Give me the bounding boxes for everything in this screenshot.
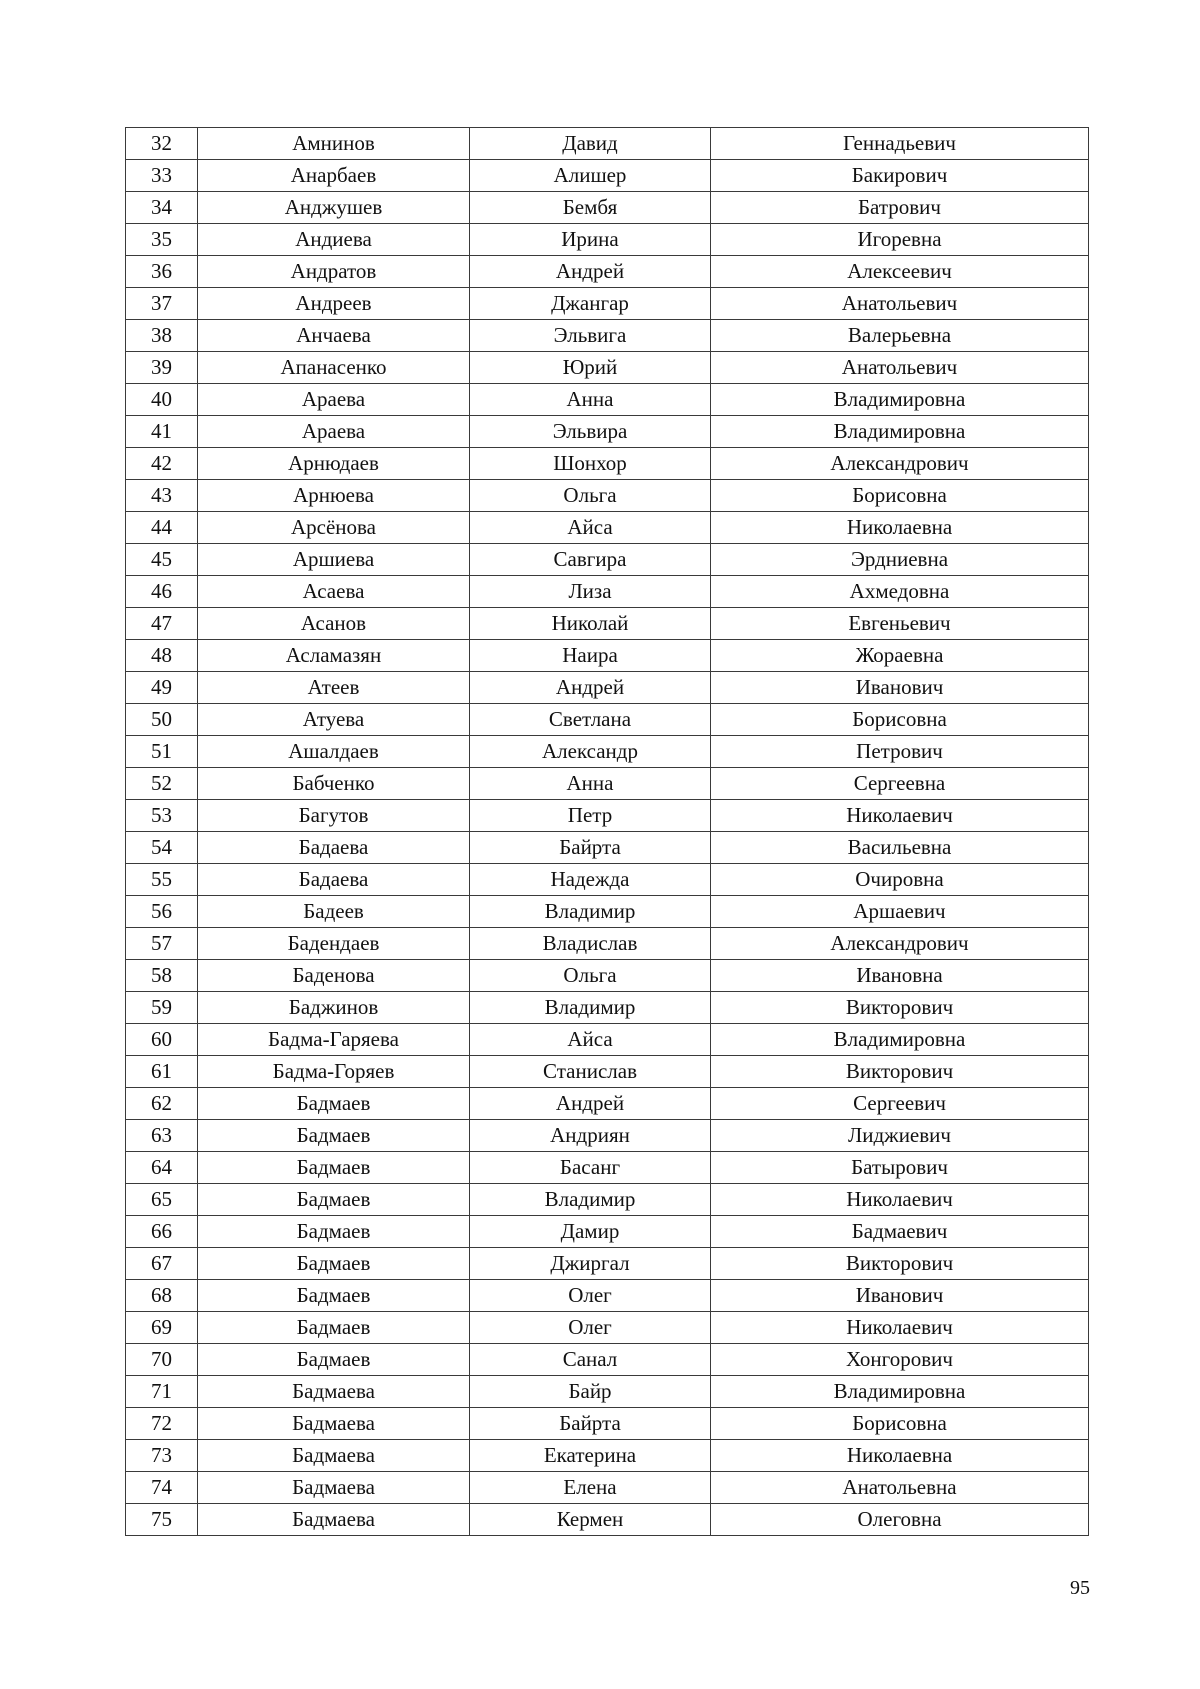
table-row: [126, 1056, 1089, 1088]
patronymic-cell: Николаевич: [711, 1184, 1089, 1216]
surname-cell: Арсёнова: [198, 512, 470, 544]
patronymic-cell: Ивановна: [711, 960, 1089, 992]
patronymic-cell: Иванович: [711, 1280, 1089, 1312]
surname-cell: Бадмаев: [198, 1152, 470, 1184]
first-name-cell: Андриян: [470, 1120, 711, 1152]
table-row: [126, 416, 1089, 448]
table-row: [126, 608, 1089, 640]
row-number-cell: 41: [126, 416, 198, 448]
first-name-cell: Олег: [470, 1280, 711, 1312]
surname-cell: Асаева: [198, 576, 470, 608]
table-row: [126, 928, 1089, 960]
row-number-cell: 61: [126, 1056, 198, 1088]
table-row: [126, 800, 1089, 832]
row-number-cell: 68: [126, 1280, 198, 1312]
surname-cell: Андиева: [198, 224, 470, 256]
table-row: [126, 192, 1089, 224]
surname-cell: Араева: [198, 384, 470, 416]
patronymic-cell: Анатольевна: [711, 1472, 1089, 1504]
table-row: [126, 1312, 1089, 1344]
first-name-cell: Давид: [470, 128, 711, 160]
table-row: [126, 1376, 1089, 1408]
surname-cell: Арнюдаев: [198, 448, 470, 480]
row-number-cell: 34: [126, 192, 198, 224]
table-row: [126, 1248, 1089, 1280]
first-name-cell: Наира: [470, 640, 711, 672]
first-name-cell: Шонхор: [470, 448, 711, 480]
surname-cell: Бадмаева: [198, 1408, 470, 1440]
row-number-cell: 47: [126, 608, 198, 640]
table-row: [126, 224, 1089, 256]
table-row: [126, 1024, 1089, 1056]
surname-cell: Бадмаева: [198, 1472, 470, 1504]
row-number-cell: 71: [126, 1376, 198, 1408]
surname-cell: Бадмаев: [198, 1344, 470, 1376]
row-number-cell: 44: [126, 512, 198, 544]
patronymic-cell: Владимировна: [711, 1024, 1089, 1056]
table-row: [126, 288, 1089, 320]
row-number-cell: 63: [126, 1120, 198, 1152]
row-number-cell: 42: [126, 448, 198, 480]
first-name-cell: Джиргал: [470, 1248, 711, 1280]
patronymic-cell: Евгеньевич: [711, 608, 1089, 640]
surname-cell: Бадаева: [198, 832, 470, 864]
row-number-cell: 46: [126, 576, 198, 608]
patronymic-cell: Сергеевна: [711, 768, 1089, 800]
patronymic-cell: Владимировна: [711, 416, 1089, 448]
names-table-body: [126, 128, 1089, 1536]
patronymic-cell: Олеговна: [711, 1504, 1089, 1536]
table-row: [126, 1216, 1089, 1248]
first-name-cell: Байр: [470, 1376, 711, 1408]
page-number: 95: [1070, 1577, 1090, 1599]
table-row: [126, 1280, 1089, 1312]
row-number-cell: 48: [126, 640, 198, 672]
patronymic-cell: Васильевна: [711, 832, 1089, 864]
first-name-cell: Эльвира: [470, 416, 711, 448]
patronymic-cell: Борисовна: [711, 480, 1089, 512]
patronymic-cell: Аршаевич: [711, 896, 1089, 928]
table-row: [126, 544, 1089, 576]
row-number-cell: 32: [126, 128, 198, 160]
row-number-cell: 66: [126, 1216, 198, 1248]
first-name-cell: Станислав: [470, 1056, 711, 1088]
first-name-cell: Олег: [470, 1312, 711, 1344]
row-number-cell: 55: [126, 864, 198, 896]
table-row: [126, 768, 1089, 800]
patronymic-cell: Николаевич: [711, 800, 1089, 832]
patronymic-cell: Владимировна: [711, 384, 1089, 416]
row-number-cell: 64: [126, 1152, 198, 1184]
patronymic-cell: Сергеевич: [711, 1088, 1089, 1120]
table-row: [126, 960, 1089, 992]
patronymic-cell: Игоревна: [711, 224, 1089, 256]
first-name-cell: Эльвига: [470, 320, 711, 352]
first-name-cell: Дамир: [470, 1216, 711, 1248]
first-name-cell: Бембя: [470, 192, 711, 224]
row-number-cell: 58: [126, 960, 198, 992]
row-number-cell: 45: [126, 544, 198, 576]
first-name-cell: Анна: [470, 768, 711, 800]
first-name-cell: Светлана: [470, 704, 711, 736]
table-row: [126, 1152, 1089, 1184]
patronymic-cell: Лиджиевич: [711, 1120, 1089, 1152]
patronymic-cell: Валерьевна: [711, 320, 1089, 352]
patronymic-cell: Жораевна: [711, 640, 1089, 672]
first-name-cell: Джангар: [470, 288, 711, 320]
surname-cell: Бадмаева: [198, 1504, 470, 1536]
first-name-cell: Екатерина: [470, 1440, 711, 1472]
patronymic-cell: Хонгорович: [711, 1344, 1089, 1376]
first-name-cell: Андрей: [470, 672, 711, 704]
table-row: [126, 1504, 1089, 1536]
patronymic-cell: Александрович: [711, 448, 1089, 480]
first-name-cell: Байрта: [470, 832, 711, 864]
table-row: [126, 896, 1089, 928]
first-name-cell: Байрта: [470, 1408, 711, 1440]
surname-cell: Бадмаев: [198, 1120, 470, 1152]
row-number-cell: 38: [126, 320, 198, 352]
patronymic-cell: Николаевич: [711, 1312, 1089, 1344]
surname-cell: Бадмаев: [198, 1184, 470, 1216]
patronymic-cell: Бакирович: [711, 160, 1089, 192]
patronymic-cell: Иванович: [711, 672, 1089, 704]
first-name-cell: Николай: [470, 608, 711, 640]
surname-cell: Бадмаев: [198, 1248, 470, 1280]
row-number-cell: 74: [126, 1472, 198, 1504]
row-number-cell: 72: [126, 1408, 198, 1440]
surname-cell: Аршиева: [198, 544, 470, 576]
table-row: [126, 992, 1089, 1024]
row-number-cell: 39: [126, 352, 198, 384]
surname-cell: Андратов: [198, 256, 470, 288]
table-row: [126, 1120, 1089, 1152]
table-row: [126, 320, 1089, 352]
patronymic-cell: Николаевна: [711, 1440, 1089, 1472]
row-number-cell: 49: [126, 672, 198, 704]
surname-cell: Андреев: [198, 288, 470, 320]
surname-cell: Анджушев: [198, 192, 470, 224]
first-name-cell: Ольга: [470, 480, 711, 512]
first-name-cell: Савгира: [470, 544, 711, 576]
patronymic-cell: Батрович: [711, 192, 1089, 224]
surname-cell: Багутов: [198, 800, 470, 832]
patronymic-cell: Бадмаевич: [711, 1216, 1089, 1248]
row-number-cell: 56: [126, 896, 198, 928]
first-name-cell: Владислав: [470, 928, 711, 960]
table-row: [126, 352, 1089, 384]
table-row: [126, 576, 1089, 608]
first-name-cell: Владимир: [470, 992, 711, 1024]
patronymic-cell: Викторович: [711, 1056, 1089, 1088]
patronymic-cell: Борисовна: [711, 704, 1089, 736]
surname-cell: Бадаева: [198, 864, 470, 896]
surname-cell: Ашалдаев: [198, 736, 470, 768]
surname-cell: Бадма-Гаряева: [198, 1024, 470, 1056]
first-name-cell: Айса: [470, 1024, 711, 1056]
surname-cell: Асламазян: [198, 640, 470, 672]
table-row: [126, 1088, 1089, 1120]
patronymic-cell: Викторович: [711, 1248, 1089, 1280]
row-number-cell: 67: [126, 1248, 198, 1280]
table-row: [126, 1184, 1089, 1216]
patronymic-cell: Александрович: [711, 928, 1089, 960]
row-number-cell: 73: [126, 1440, 198, 1472]
row-number-cell: 75: [126, 1504, 198, 1536]
table-row: [126, 448, 1089, 480]
surname-cell: Араева: [198, 416, 470, 448]
surname-cell: Анчаева: [198, 320, 470, 352]
table-row: [126, 704, 1089, 736]
patronymic-cell: Геннадьевич: [711, 128, 1089, 160]
row-number-cell: 59: [126, 992, 198, 1024]
patronymic-cell: Николаевна: [711, 512, 1089, 544]
first-name-cell: Алишер: [470, 160, 711, 192]
row-number-cell: 52: [126, 768, 198, 800]
table-row: [126, 256, 1089, 288]
patronymic-cell: Борисовна: [711, 1408, 1089, 1440]
table-row: [126, 1472, 1089, 1504]
first-name-cell: Александр: [470, 736, 711, 768]
patronymic-cell: Очировна: [711, 864, 1089, 896]
patronymic-cell: Анатольевич: [711, 288, 1089, 320]
names-table: [125, 127, 1089, 1536]
row-number-cell: 60: [126, 1024, 198, 1056]
row-number-cell: 35: [126, 224, 198, 256]
row-number-cell: 51: [126, 736, 198, 768]
first-name-cell: Анна: [470, 384, 711, 416]
row-number-cell: 70: [126, 1344, 198, 1376]
surname-cell: Бадма-Горяев: [198, 1056, 470, 1088]
first-name-cell: Ольга: [470, 960, 711, 992]
surname-cell: Баджинов: [198, 992, 470, 1024]
first-name-cell: Владимир: [470, 896, 711, 928]
surname-cell: Бадмаев: [198, 1312, 470, 1344]
table-row: [126, 384, 1089, 416]
table-row: [126, 128, 1089, 160]
surname-cell: Бабченко: [198, 768, 470, 800]
surname-cell: Амнинов: [198, 128, 470, 160]
table-row: [126, 1344, 1089, 1376]
first-name-cell: Елена: [470, 1472, 711, 1504]
patronymic-cell: Владимировна: [711, 1376, 1089, 1408]
patronymic-cell: Ахмедовна: [711, 576, 1089, 608]
surname-cell: Атуева: [198, 704, 470, 736]
row-number-cell: 57: [126, 928, 198, 960]
surname-cell: Баденова: [198, 960, 470, 992]
first-name-cell: Санал: [470, 1344, 711, 1376]
row-number-cell: 62: [126, 1088, 198, 1120]
surname-cell: Бадмаев: [198, 1280, 470, 1312]
row-number-cell: 33: [126, 160, 198, 192]
table-row: [126, 736, 1089, 768]
table-row: [126, 512, 1089, 544]
first-name-cell: Юрий: [470, 352, 711, 384]
table-row: [126, 672, 1089, 704]
row-number-cell: 37: [126, 288, 198, 320]
table-row: [126, 1408, 1089, 1440]
table-row: [126, 832, 1089, 864]
row-number-cell: 40: [126, 384, 198, 416]
first-name-cell: Кермен: [470, 1504, 711, 1536]
surname-cell: Апанасенко: [198, 352, 470, 384]
surname-cell: Бадмаев: [198, 1216, 470, 1248]
surname-cell: Асанов: [198, 608, 470, 640]
row-number-cell: 50: [126, 704, 198, 736]
table-row: [126, 1440, 1089, 1472]
table-row: [126, 640, 1089, 672]
row-number-cell: 69: [126, 1312, 198, 1344]
row-number-cell: 54: [126, 832, 198, 864]
first-name-cell: Андрей: [470, 256, 711, 288]
row-number-cell: 36: [126, 256, 198, 288]
surname-cell: Бадмаева: [198, 1440, 470, 1472]
patronymic-cell: Алексеевич: [711, 256, 1089, 288]
row-number-cell: 43: [126, 480, 198, 512]
patronymic-cell: Викторович: [711, 992, 1089, 1024]
first-name-cell: Владимир: [470, 1184, 711, 1216]
patronymic-cell: Анатольевич: [711, 352, 1089, 384]
surname-cell: Бадмаева: [198, 1376, 470, 1408]
first-name-cell: Андрей: [470, 1088, 711, 1120]
surname-cell: Бадеев: [198, 896, 470, 928]
first-name-cell: Лиза: [470, 576, 711, 608]
first-name-cell: Надежда: [470, 864, 711, 896]
table-row: [126, 864, 1089, 896]
surname-cell: Атеев: [198, 672, 470, 704]
first-name-cell: Ирина: [470, 224, 711, 256]
patronymic-cell: Эрдниевна: [711, 544, 1089, 576]
first-name-cell: Басанг: [470, 1152, 711, 1184]
patronymic-cell: Батырович: [711, 1152, 1089, 1184]
surname-cell: Бадмаев: [198, 1088, 470, 1120]
row-number-cell: 65: [126, 1184, 198, 1216]
row-number-cell: 53: [126, 800, 198, 832]
surname-cell: Бадендаев: [198, 928, 470, 960]
table-row: [126, 160, 1089, 192]
first-name-cell: Петр: [470, 800, 711, 832]
first-name-cell: Айса: [470, 512, 711, 544]
surname-cell: Арнюева: [198, 480, 470, 512]
patronymic-cell: Петрович: [711, 736, 1089, 768]
surname-cell: Анарбаев: [198, 160, 470, 192]
table-row: [126, 480, 1089, 512]
